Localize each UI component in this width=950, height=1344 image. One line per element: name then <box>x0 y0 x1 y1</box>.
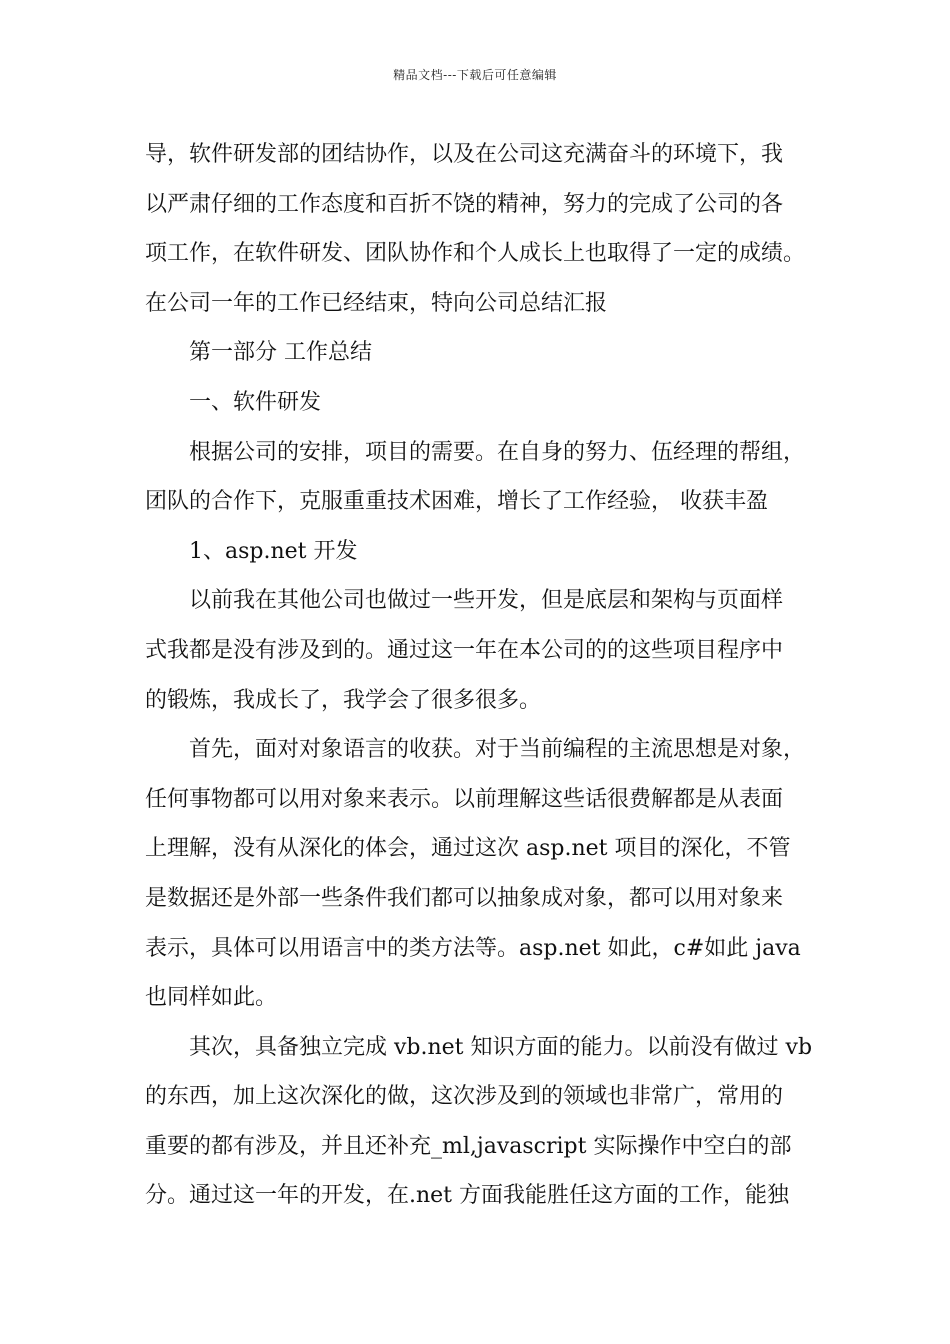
section-heading-part-one: 第一部分 工作总结 <box>189 340 372 366</box>
text-line-7: 根据公司的安排，项目的需要。在自身的努力、伍经理的帮组， <box>189 439 806 465</box>
section-heading-software: 一、软件研发 <box>189 389 322 415</box>
text-line-1: 导，软件研发部的团结协作，以及在公司这充满奋斗的环境下，我 <box>145 142 784 167</box>
text-line-21: 重要的都有涉及，并且还补充_ml,javascript 实际操作中空白的部 <box>145 1133 792 1159</box>
text-line-10: 以前我在其他公司也做过一些开发，但是底层和架构与页面样 <box>189 588 784 614</box>
text-line-11: 式我都是没有涉及到的。通过这一年在本公司的的这些项目程序中 <box>145 637 784 663</box>
body-text <box>145 130 825 1221</box>
text-line-14: 任何事物都可以用对象来表示。以前理解这些话很费解都是从表面 <box>145 786 784 812</box>
text-line-19: 其次，具备独立完成 vb.net 知识方面的能力。以前没有做过 vb <box>189 1034 813 1060</box>
text-line-15: 上理解，没有从深化的体会，通过这次 asp.net 项目的深化，不管 <box>145 836 791 862</box>
text-line-22: 分。通过这一年的开发，在.net 方面我能胜任这方面的工作，能独 <box>145 1183 790 1209</box>
text-line-13: 首先，面对对象语言的收获。对于当前编程的主流思想是对象， <box>189 737 806 763</box>
subheading-aspnet: 1、asp.net 开发 <box>189 538 358 564</box>
text-line-12: 的锻炼，我成长了，我学会了很多很多。 <box>145 687 542 713</box>
page-header: 精品文档---下载后可任意编辑 <box>393 68 557 82</box>
text-line-18: 也同样如此。 <box>145 985 278 1011</box>
text-line-4: 在公司一年的工作已经结束，特向公司总结汇报 <box>145 290 608 316</box>
text-line-17: 表示，具体可以用语言中的类方法等。asp.net 如此，c#如此 java <box>145 935 801 961</box>
text-line-3: 项工作，在软件研发、团队协作和个人成长上也取得了一定的成绩。 <box>145 241 806 267</box>
text-line-20: 的东西，加上这次深化的做，这次涉及到的领域也非常广，常用的 <box>145 1084 784 1110</box>
text-line-2: 以严肃仔细的工作态度和百折不饶的精神，努力的完成了公司的各 <box>145 191 784 217</box>
text-line-8: 团队的合作下，克服重重技术困难，增长了工作经验， 收获丰盈 <box>145 489 768 515</box>
text-line-16: 是数据还是外部一些条件我们都可以抽象成对象，都可以用对象来 <box>145 885 784 911</box>
